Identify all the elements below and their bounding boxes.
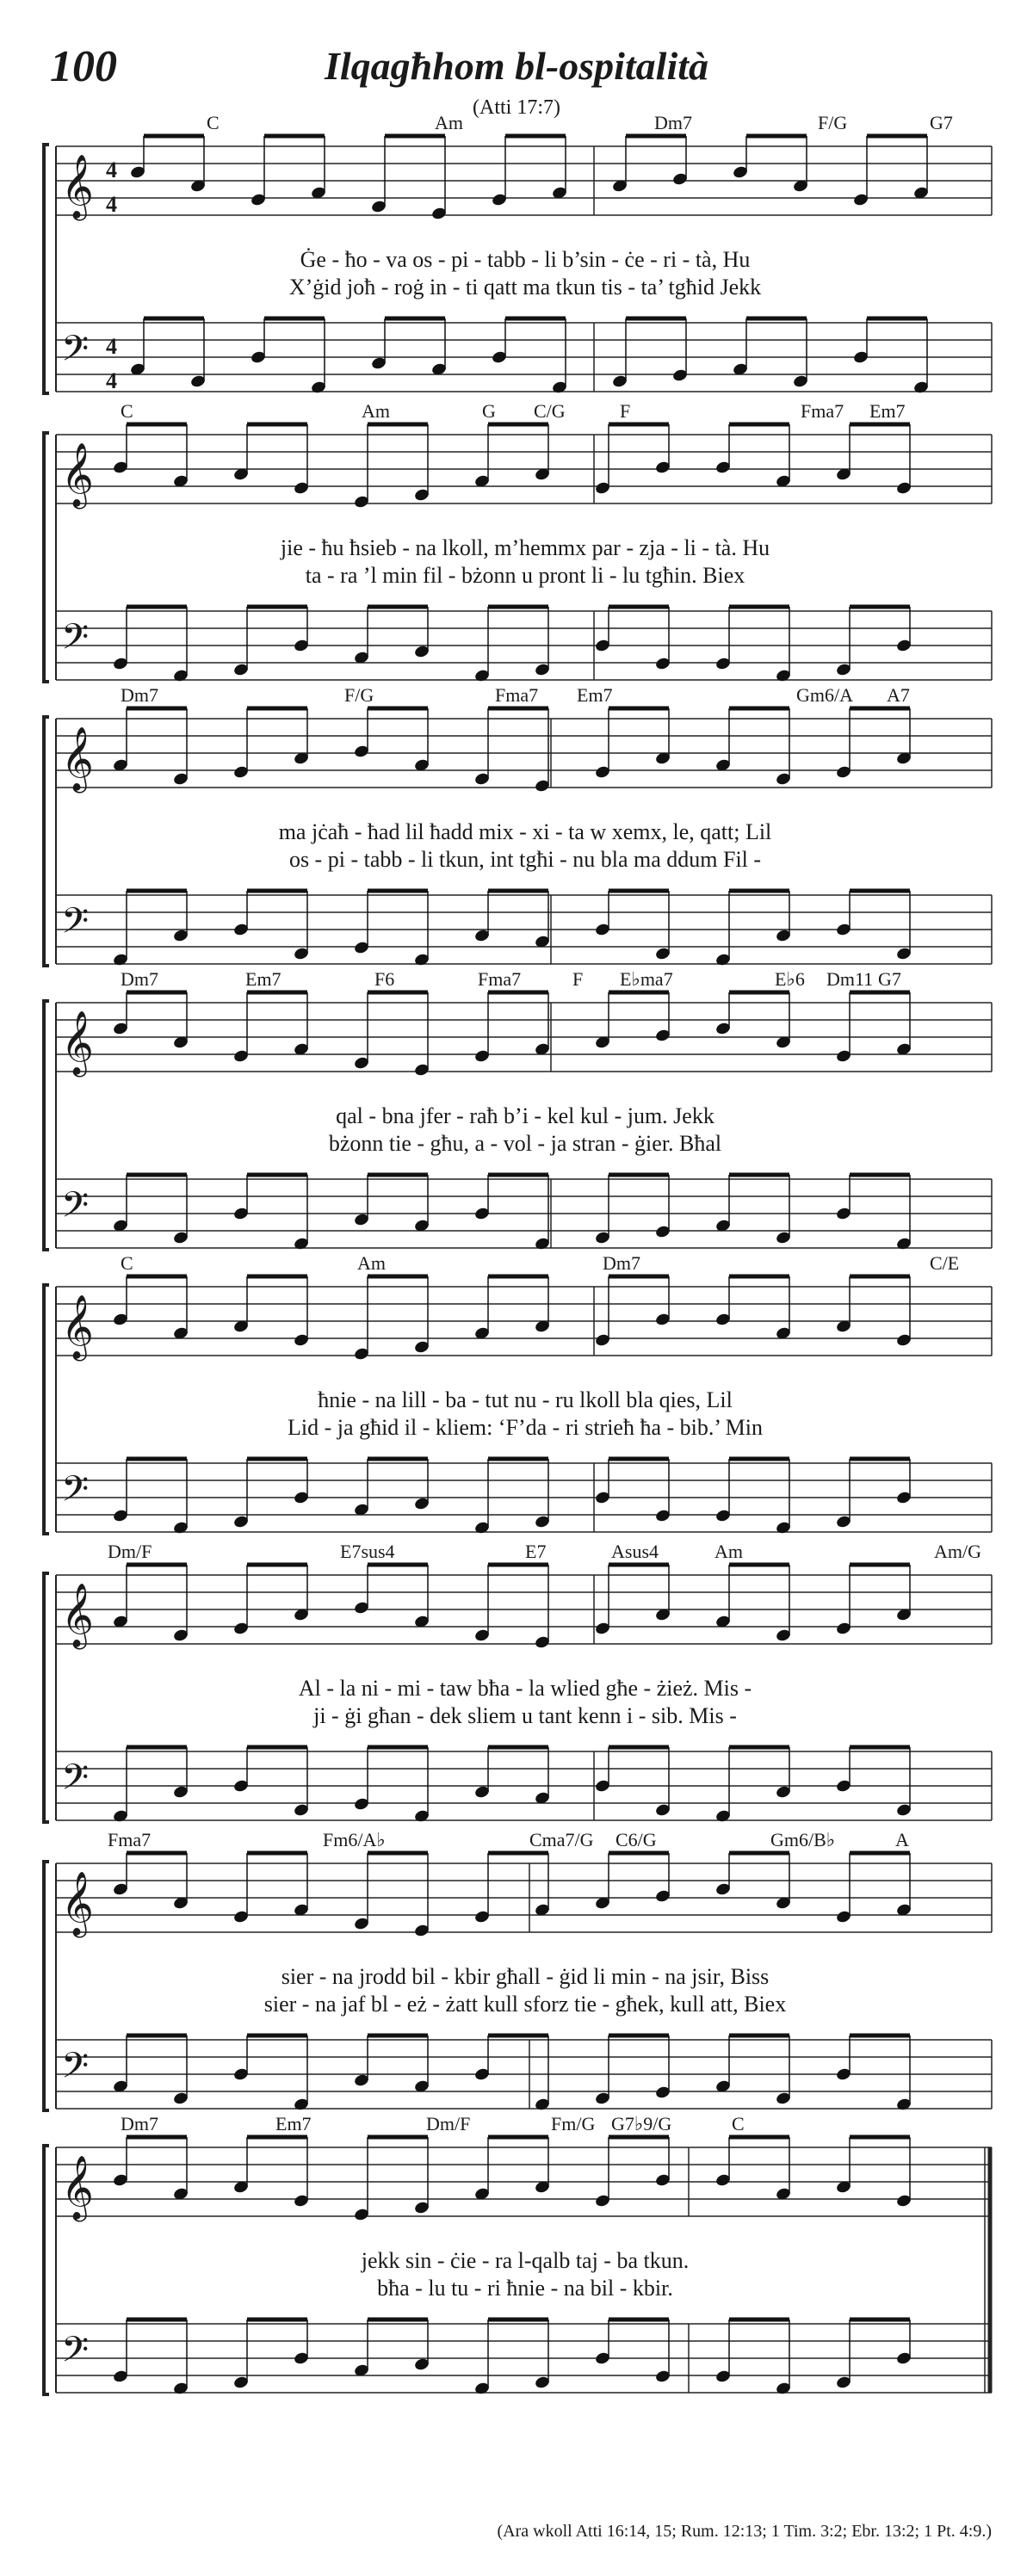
chord-symbol: C/E bbox=[930, 1252, 960, 1274]
chord-symbol: Gm6/A bbox=[796, 684, 853, 706]
system-bracket bbox=[44, 145, 49, 393]
system-bracket bbox=[44, 433, 49, 682]
chord-symbol: E7sus4 bbox=[340, 1541, 395, 1562]
chord-symbol: G7 bbox=[930, 112, 953, 133]
lyric-line-verse-2: bżonn tie - għu, a - vol - ja stran - ġier. Bħal bbox=[328, 1131, 722, 1156]
lyric-line-verse-1: jekk sin - ċie - ra l-qalb taj - ba tkun. bbox=[361, 2248, 690, 2273]
hymn-number: 100 bbox=[50, 42, 117, 91]
bass-clef-icon: 𝄢 bbox=[61, 329, 90, 377]
treble-clef-icon: 𝄞 bbox=[61, 1873, 94, 1934]
lyric-line-verse-1: ma jċaħ - ħad lil ħadd mix - xi - ta w xemx, le, qatt; Lil bbox=[278, 819, 772, 844]
chord-symbol: Fm6/A♭ bbox=[323, 1829, 386, 1850]
chord-symbol: Em7 bbox=[577, 684, 613, 706]
system-bracket bbox=[44, 1573, 49, 1822]
chord-symbol: Em7 bbox=[275, 2113, 312, 2134]
lyric-line-verse-1: qal - bna jfer - raħ b’i - kel kul - jum. Jekk bbox=[336, 1103, 714, 1128]
chord-symbol: E7 bbox=[525, 1541, 547, 1562]
chord-symbol: C bbox=[207, 112, 220, 133]
bass-clef-icon: 𝄢 bbox=[61, 1757, 90, 1806]
treble-clef-icon: 𝄞 bbox=[61, 1012, 94, 1073]
bass-clef-icon: 𝄢 bbox=[61, 2330, 90, 2378]
time-signature-top: 4 bbox=[106, 158, 117, 182]
chord-symbol: Am/G bbox=[934, 1541, 981, 1562]
lyric-line-verse-1: Al - la ni - mi - taw bħa - la wlied għe - żież. Mis - bbox=[298, 1676, 752, 1701]
chord-symbol: Fma7 bbox=[495, 684, 539, 706]
chord-symbol: Dm/F bbox=[108, 1541, 152, 1562]
chord-symbol: A bbox=[895, 1829, 909, 1850]
bass-clef-icon: 𝄢 bbox=[61, 1185, 90, 1233]
bass-clef-icon: 𝄢 bbox=[61, 2046, 90, 2094]
chord-symbol: Fm/G bbox=[551, 2113, 596, 2134]
chord-symbol: Dm7 bbox=[121, 968, 158, 990]
chord-symbol: F bbox=[572, 968, 584, 990]
lyric-line-verse-2: X’ġid joħ - roġ in - ti qatt ma tkun tis - ta’ tgħid Jekk bbox=[288, 275, 762, 300]
time-signature-bottom: 4 bbox=[106, 192, 117, 217]
bass-clef-icon: 𝄢 bbox=[61, 1469, 90, 1517]
chord-symbol: Fma7 bbox=[801, 400, 844, 422]
chord-symbol: Am bbox=[362, 400, 390, 422]
chord-symbol: Fma7 bbox=[478, 968, 522, 990]
lyric-line-verse-1: Ġe - ħo - va os - pi - tabb - li b’sin - ċe - ri - tà, Hu bbox=[300, 247, 751, 272]
chord-symbol: Am bbox=[435, 112, 463, 133]
chord-symbol: Gm6/B♭ bbox=[770, 1829, 836, 1850]
chord-symbol: Am bbox=[357, 1252, 386, 1274]
chord-symbol: E♭6 bbox=[775, 968, 805, 990]
chord-symbol: Dm7 bbox=[121, 684, 158, 706]
chord-symbol: F bbox=[620, 400, 631, 422]
treble-clef-icon: 𝄞 bbox=[61, 728, 94, 789]
lyric-line-verse-2: os - pi - tabb - li tkun, int tgħi - nu bla ma ddum Fil - bbox=[288, 847, 762, 872]
chord-symbol: C bbox=[121, 1252, 133, 1274]
scripture-reference: (Atti 17:7) bbox=[473, 96, 560, 119]
chord-symbol: Fma7 bbox=[108, 1829, 152, 1850]
chord-symbol: Dm/F bbox=[426, 2113, 471, 2134]
treble-clef-icon: 𝄞 bbox=[61, 1296, 94, 1357]
chord-symbol: C/G bbox=[534, 400, 566, 422]
system-bracket bbox=[44, 717, 49, 966]
lyric-line-verse-2: bħa - lu tu - ri ħnie - na bil - kbir. bbox=[377, 2276, 673, 2301]
lyric-line-verse-1: jie - ħu ħsieb - na lkoll, m’hemmx par - zja - li - tà. Hu bbox=[280, 535, 770, 560]
chord-symbol: G7♭9/G bbox=[611, 2113, 672, 2134]
lyric-line-verse-2: sier - na jaf bl - eż - żatt kull sforz tie - għek, kull att, Biex bbox=[263, 1992, 787, 2017]
treble-clef-icon: 𝄞 bbox=[61, 156, 94, 217]
chord-symbol: C6/G bbox=[615, 1829, 657, 1850]
chord-symbol: Dm7 bbox=[121, 2113, 158, 2134]
chord-symbol: E♭ma7 bbox=[620, 968, 673, 990]
bass-clef-icon: 𝄢 bbox=[61, 617, 90, 665]
footer-references: (Ara wkoll Atti 16:14, 15; Rum. 12:13; 1 Tim. 3:2; Ebr. 13:2; 1 Pt. 4:9.) bbox=[497, 2522, 992, 2541]
chord-symbol: Em7 bbox=[245, 968, 281, 990]
time-signature-bottom: 4 bbox=[106, 368, 117, 393]
system-bracket bbox=[44, 2146, 49, 2394]
treble-clef-icon: 𝄞 bbox=[61, 1585, 94, 1646]
chord-symbol: Cma7/G bbox=[529, 1829, 594, 1850]
chord-symbol: Dm11 bbox=[826, 968, 874, 990]
chord-symbol: Asus4 bbox=[611, 1541, 659, 1562]
chord-symbol: F6 bbox=[374, 968, 395, 990]
chord-symbol: Em7 bbox=[869, 400, 906, 422]
chord-symbol: A7 bbox=[887, 684, 910, 706]
chord-symbol: Dm7 bbox=[603, 1252, 640, 1274]
system-bracket bbox=[44, 1001, 49, 1250]
chord-symbol: C bbox=[732, 2113, 745, 2134]
lyric-line-verse-2: ji - ġi għan - dek sliem u tant kenn i - sib. Mis - bbox=[313, 1703, 737, 1728]
chord-symbol: G7 bbox=[878, 968, 901, 990]
time-signature-top: 4 bbox=[106, 334, 117, 359]
bass-clef-icon: 𝄢 bbox=[61, 901, 90, 949]
hymn-title: Ilqagħhom bl-ospitalità bbox=[324, 44, 709, 88]
chord-symbol: F/G bbox=[344, 684, 374, 706]
chord-symbol: C bbox=[121, 400, 133, 422]
lyric-line-verse-2: ta - ra ’l min fil - bżonn u pront li - lu tgħin. Biex bbox=[305, 563, 745, 588]
lyric-line-verse-1: ħnie - na lill - ba - tut nu - ru lkoll bla qies, Lil bbox=[318, 1387, 733, 1412]
system-bracket bbox=[44, 1862, 49, 2110]
lyric-line-verse-2: Lid - ja għid il - kliem: ‘F’da - ri strieħ ħa - bib.’ Min bbox=[288, 1415, 763, 1440]
system-bracket bbox=[44, 1285, 49, 1534]
chord-symbol: G bbox=[482, 400, 496, 422]
chord-symbol: Am bbox=[714, 1541, 743, 1562]
lyric-line-verse-1: sier - na jrodd bil - kbir għall - ġid li min - na jsir, Biss bbox=[281, 1964, 770, 1989]
chord-symbol: F/G bbox=[818, 112, 848, 133]
treble-clef-icon: 𝄞 bbox=[61, 444, 94, 505]
treble-clef-icon: 𝄞 bbox=[61, 2157, 94, 2218]
chord-symbol: Dm7 bbox=[654, 112, 692, 133]
